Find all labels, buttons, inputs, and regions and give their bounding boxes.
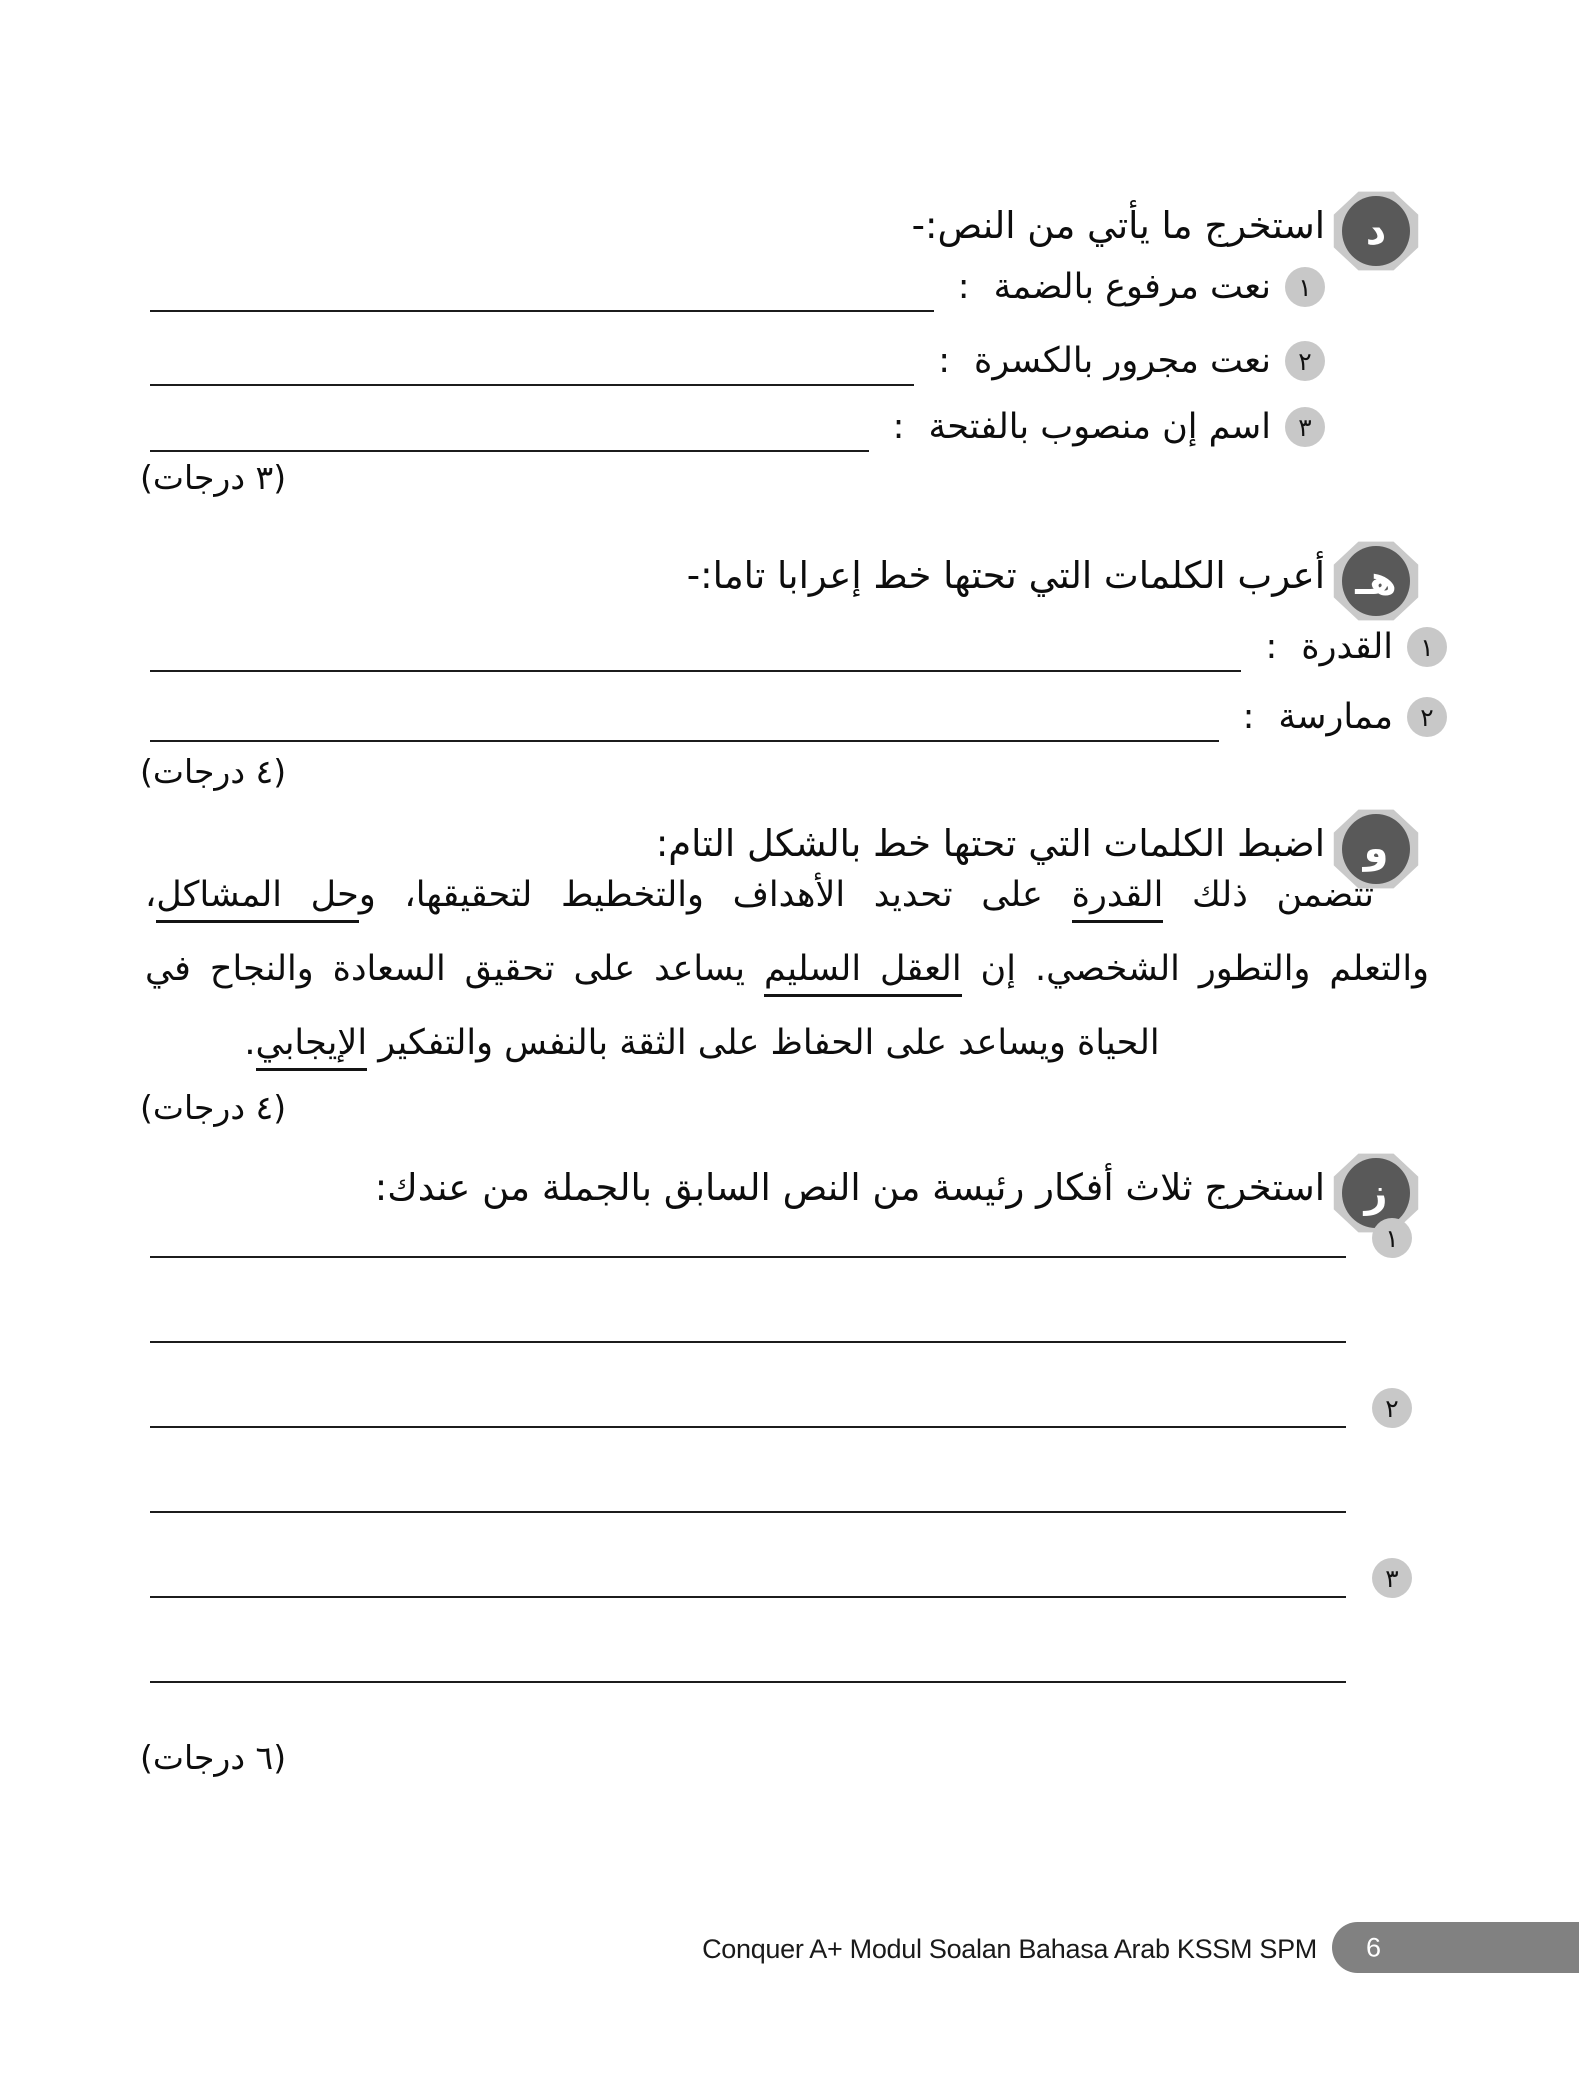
answer-line <box>150 1341 1346 1343</box>
page-number: 6 <box>1366 1932 1382 1962</box>
answer-line <box>150 337 914 386</box>
question-h-item-2 <box>150 692 1447 742</box>
paragraph-line-2 <box>145 932 1429 1006</box>
paragraph-segment: على تحديد الأهداف والتخطيط لتحقيقها، و <box>358 875 1072 915</box>
item-number-circle: ٣ <box>1372 1558 1412 1598</box>
item-label: ممارسة <box>1278 697 1393 737</box>
underlined-word: حل المشاكل <box>156 875 359 923</box>
paragraph-segment: تتضمن ذلك <box>1163 875 1375 915</box>
page-number-tab <box>1332 1922 1579 1973</box>
question-d-item-1 <box>150 262 1325 312</box>
item-number-circle: ٣ <box>1285 407 1325 447</box>
paragraph-line-1 <box>145 858 1429 932</box>
answer-line <box>150 1511 1346 1513</box>
item-colon: : <box>1265 627 1278 667</box>
badge-letter-d: د <box>1342 196 1410 266</box>
answer-line <box>150 1256 1346 1258</box>
footer-title: Conquer A+ Modul Soalan Bahasa Arab KSSM SPM <box>702 1934 1317 1964</box>
question-d-item-3 <box>150 402 1325 452</box>
paragraph-segment: . <box>244 1023 256 1063</box>
answer-line <box>150 1596 1346 1598</box>
answer-line <box>150 623 1241 672</box>
question-badge-h <box>1332 540 1420 622</box>
paragraph-line-3 <box>145 1006 1429 1080</box>
exercise-paragraph <box>145 858 1429 1080</box>
item-number-circle: ٢ <box>1285 341 1325 381</box>
underlined-word: القدرة <box>1072 875 1164 923</box>
badge-letter-w: و <box>1342 814 1410 884</box>
underlined-word: الإيجابي <box>256 1023 368 1071</box>
item-colon: : <box>1242 697 1255 737</box>
question-badge-z <box>1332 1152 1420 1234</box>
question-text-z: استخرج ثلاث أفكار رئيسة من النص السابق بالجملة من عندك: <box>374 1166 1325 1209</box>
question-d-item-2 <box>150 336 1325 386</box>
item-number-circle: ٢ <box>1407 697 1447 737</box>
question-text-w: اضبط الكلمات التي تحتها خط بالشكل التام: <box>655 822 1325 865</box>
question-text-h: أعرب الكلمات التي تحتها خط إعرابا تاما:- <box>686 554 1325 597</box>
item-label: نعت مجرور بالكسرة <box>974 341 1271 381</box>
marks-h: (٤ درجات) <box>140 752 287 791</box>
underlined-word: العقل السليم <box>764 949 962 997</box>
item-number-circle: ١ <box>1407 627 1447 667</box>
badge-letter-h: هـ <box>1342 546 1410 616</box>
badge-letter-z: ز <box>1342 1158 1410 1228</box>
paragraph-segment: ، <box>145 875 157 915</box>
item-colon: : <box>892 407 905 447</box>
answer-line <box>150 1426 1346 1428</box>
item-colon: : <box>957 267 970 307</box>
question-h-item-1 <box>150 622 1447 672</box>
item-label: نعت مرفوع بالضمة <box>993 267 1271 307</box>
item-colon: : <box>938 341 951 381</box>
answer-line <box>150 263 934 312</box>
marks-z: (٦ درجات) <box>140 1738 287 1777</box>
item-number-circle: ٢ <box>1372 1388 1412 1428</box>
question-text-d: استخرج ما يأتي من النص:- <box>911 204 1325 247</box>
answer-line <box>150 403 869 452</box>
item-label: اسم إن منصوب بالفتحة <box>928 407 1271 447</box>
answer-line <box>150 693 1219 742</box>
paragraph-segment: والتعلم والتطور الشخصي. إن <box>961 949 1429 989</box>
marks-d: (٣ درجات) <box>140 458 287 497</box>
item-number-circle: ١ <box>1285 267 1325 307</box>
item-number-circle: ١ <box>1372 1218 1412 1258</box>
paragraph-segment: يساعد على تحقيق السعادة والنجاح في <box>145 949 764 989</box>
item-label: القدرة <box>1301 627 1393 667</box>
question-badge-d <box>1332 190 1420 272</box>
paragraph-segment: الحياة ويساعد على الحفاظ على الثقة بالنفس والتفكير <box>367 1023 1160 1063</box>
answer-line <box>150 1681 1346 1683</box>
marks-w: (٤ درجات) <box>140 1088 287 1127</box>
